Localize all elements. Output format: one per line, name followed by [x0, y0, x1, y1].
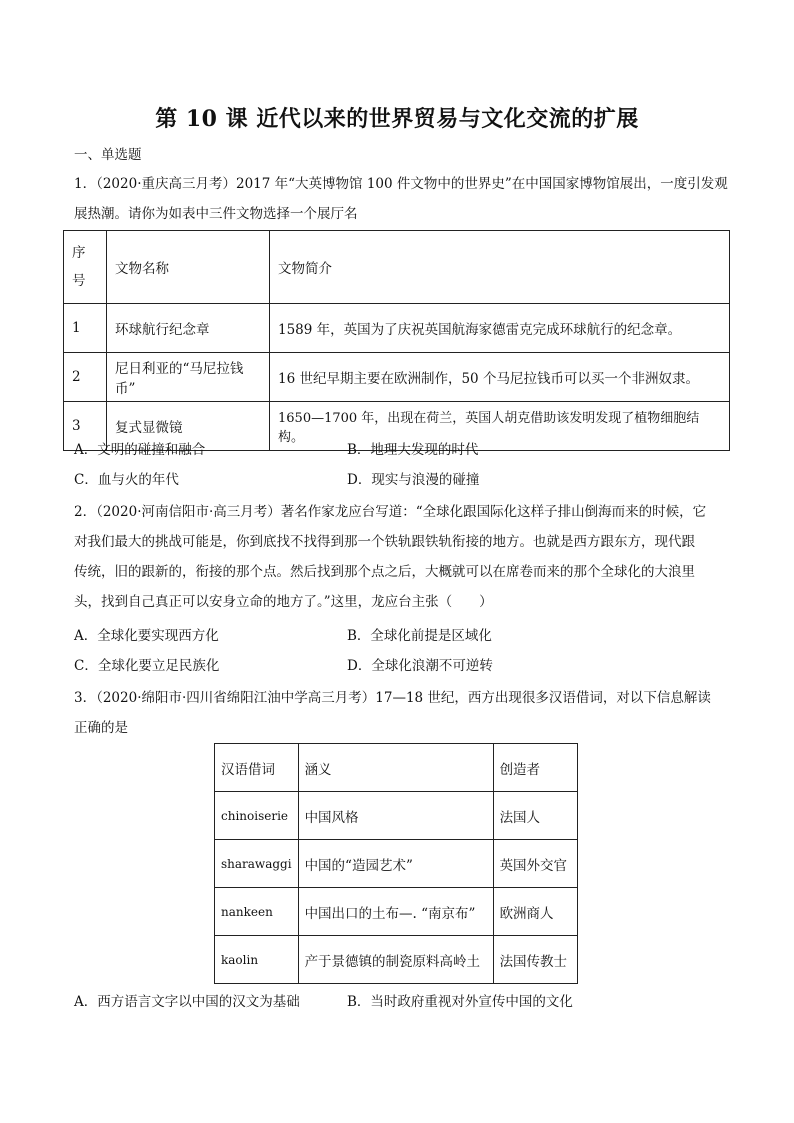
table-row [64, 304, 730, 353]
table-cell: 中国风格 [298, 792, 493, 840]
table-row [215, 936, 578, 984]
question-2-text-line-1: 2．（2020·河南信阳市·高三月考）著名作家龙应台写道：“全球化跟国际化这样子排山倒海而来的时候，它 [74, 504, 707, 520]
table-cell: 1589 年，英国为了庆祝英国航海家德雷克完成环球航行的纪念章。 [270, 304, 730, 353]
table-cell: 产于景德镇的制瓷原料高岭土 [298, 936, 493, 984]
option-b: B．当时政府重视对外宣传中国的文化 [347, 994, 573, 1010]
table-cell: sharawaggi [215, 840, 299, 888]
option-b: B．地理大发现的时代 [347, 442, 479, 458]
option-d: D．全球化浪潮不可逆转 [347, 658, 493, 674]
question-1-table [63, 230, 730, 451]
question-2-text-line-4: 头，找到自己真正可以安身立命的地方了。”这里，龙应台主张（ ） [74, 594, 493, 610]
table-cell: 尼日利亚的“马尼拉钱币” [107, 353, 270, 402]
option-a: A．文明的碰撞和融合 [74, 442, 206, 458]
table-cell: 3 [64, 402, 107, 451]
question-1-text-line-1: 1．（2020·重庆高三月考）2017 年“大英博物馆 100 件文物中的世界史”在中国国家博物馆展出，一度引发观 [74, 176, 728, 192]
option-c: C．血与火的年代 [74, 472, 179, 488]
table-cell: 2 [64, 353, 107, 402]
table-cell: 复式显微镜 [107, 402, 270, 451]
option-c: C．全球化要立足民族化 [74, 658, 220, 674]
table-row [64, 353, 730, 402]
table-row [215, 888, 578, 936]
table-cell: 法国人 [493, 792, 577, 840]
table-header-cell: 文物名称 [107, 231, 270, 304]
table-header-cell: 创造者 [493, 744, 577, 792]
table-header-row [64, 231, 730, 304]
table-header-cell: 汉语借词 [215, 744, 299, 792]
table-header-row [215, 744, 578, 792]
page-title: 第 10 课 近代以来的世界贸易与文化交流的扩展 [155, 106, 639, 132]
option-b: B．全球化前提是区域化 [347, 628, 492, 644]
question-2-text-line-3: 传统，旧的跟新的，衔接的那个点。然后找到那个点之后，大概就可以在席卷而来的那个全球化的大浪里 [74, 564, 695, 580]
question-3-text-line-1: 3．（2020·绵阳市·四川省绵阳江油中学高三月考）17—18 世纪，西方出现很多汉语借词，对以下信息解读 [74, 690, 711, 706]
question-2-text-line-2: 对我们最大的挑战可能是，你到底找不找得到那一个铁轨跟铁轨衔接的地方。也就是西方跟东方，现代跟 [74, 534, 695, 550]
table-cell: nankeen [215, 888, 299, 936]
section-heading: 一、单选题 [74, 147, 142, 163]
table-cell: 1 [64, 304, 107, 353]
question-3-table [214, 743, 578, 984]
question-3-text-line-2: 正确的是 [74, 720, 128, 736]
table-row [215, 840, 578, 888]
table-header-cell: 涵义 [298, 744, 493, 792]
table-row [215, 792, 578, 840]
option-d: D．现实与浪漫的碰撞 [347, 472, 480, 488]
table-cell: 英国外交官 [493, 840, 577, 888]
table-cell: 欧洲商人 [493, 888, 577, 936]
table-cell: 中国出口的土布—. “南京布” [298, 888, 493, 936]
table-header-cell: 文物简介 [270, 231, 730, 304]
option-a: A．全球化要实现西方化 [74, 628, 219, 644]
table-cell: 中国的“造园艺术” [298, 840, 493, 888]
table-cell: 法国传教士 [493, 936, 577, 984]
table-cell: 环球航行纪念章 [107, 304, 270, 353]
table-cell: 16 世纪早期主要在欧洲制作，50 个马尼拉钱币可以买一个非洲奴隶。 [270, 353, 730, 402]
table-cell: chinoiserie [215, 792, 299, 840]
table-header-cell: 序号 [64, 231, 107, 304]
option-a: A．西方语言文字以中国的汉文为基础 [74, 994, 300, 1010]
question-1-text-line-2: 展热潮。请你为如表中三件文物选择一个展厅名 [74, 206, 358, 222]
table-cell: kaolin [215, 936, 299, 984]
table-cell: 1650—1700 年，出现在荷兰，英国人胡克借助该发明发现了植物细胞结构。 [270, 402, 730, 451]
